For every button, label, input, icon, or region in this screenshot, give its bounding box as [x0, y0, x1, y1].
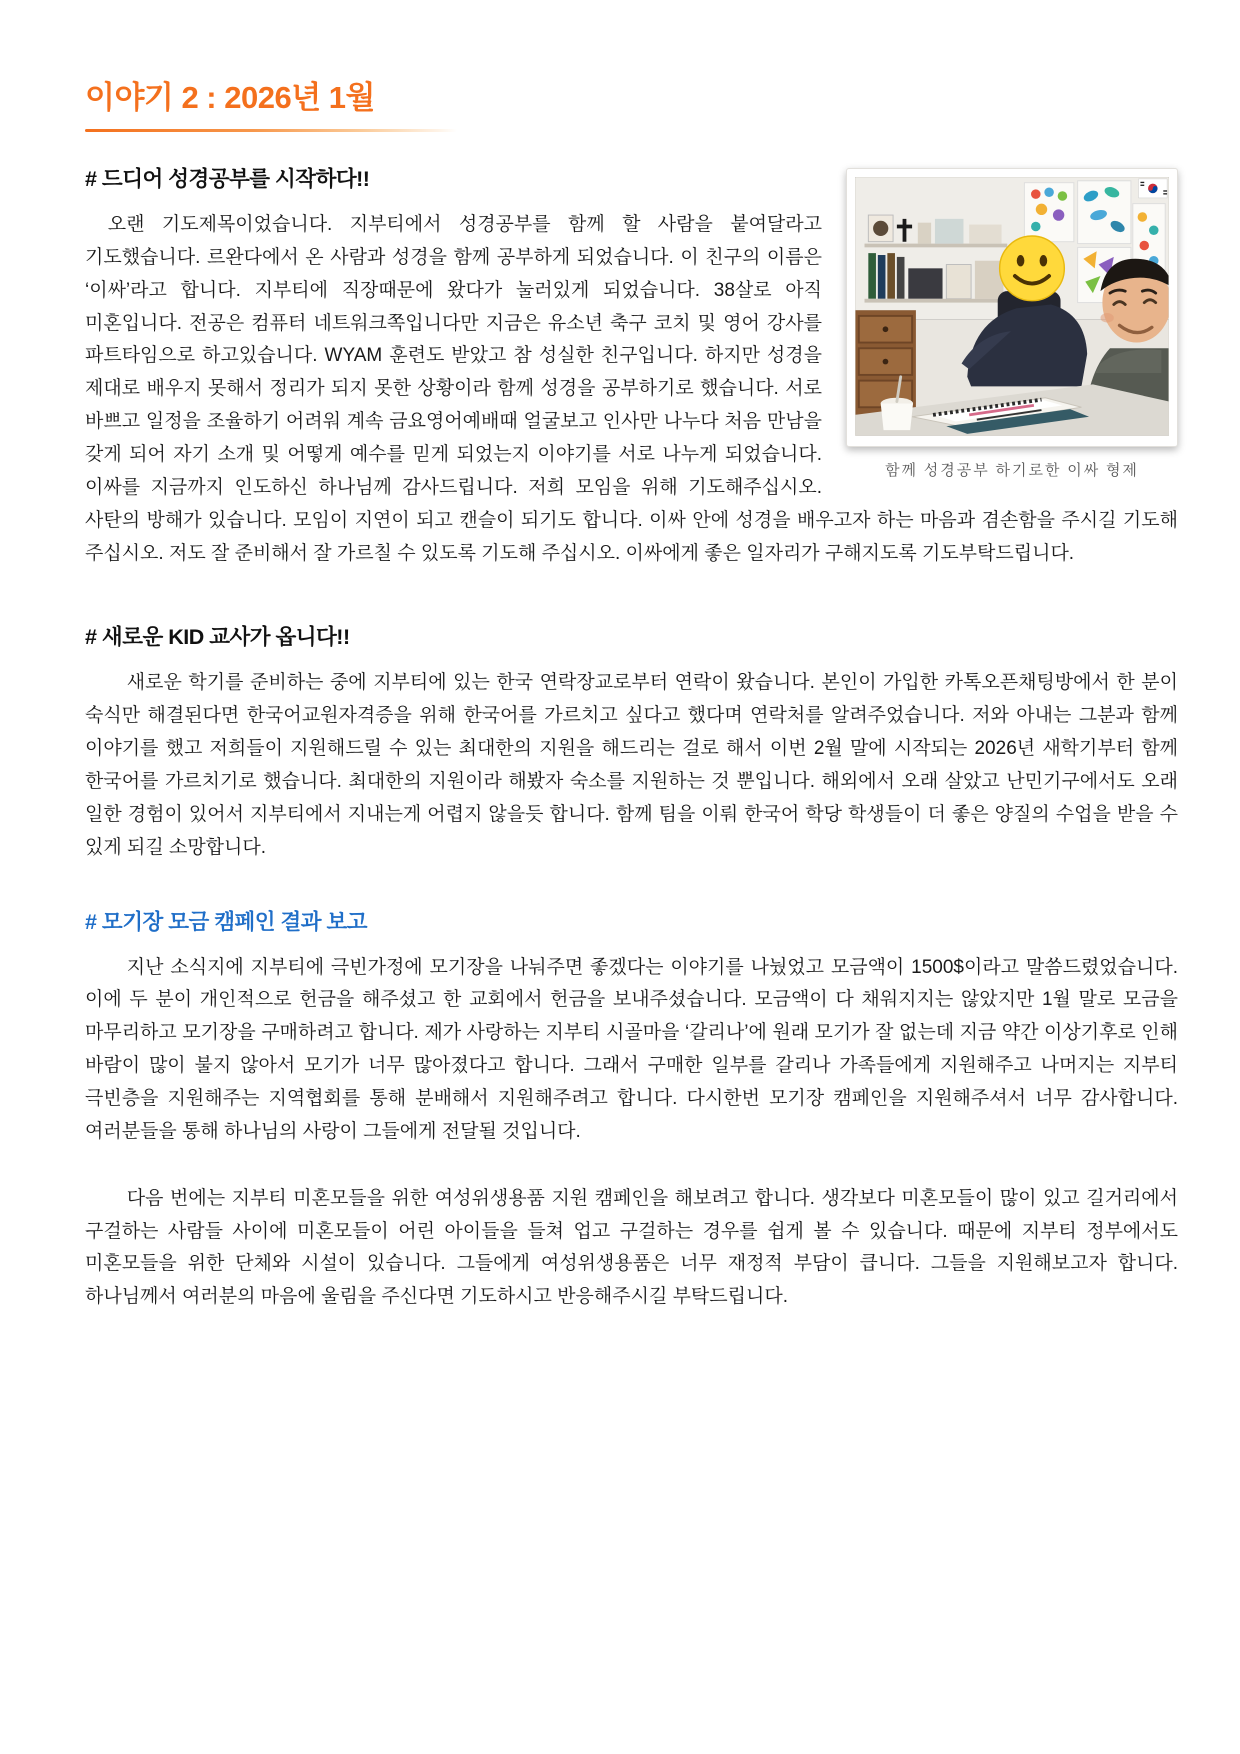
- paragraph-bible-study: 오랜 기도제목이었습니다. 지부티에서 성경공부를 함께 할 사람을 붙여달라고 기도했습니다. 르완다에서 온 사람과 성경을 함께 공부하게 되었습니다. 이 친구의 이름은 ‘이싸’라고 합니다. 지부티에 직장때문에 왔다가 눌러있게 되었습니다. 38살로 아직 미혼입니다. 전공은 컴퓨터 네트워크쪽입니다만 지금은 유소년 축구 코치 및 영어 강사를 파트타임으로 하고있습니다. WYAM 훈련도 받았고 참 성실한 친구입니다. 하지만 성경을 제대로 배우지 못해서 정리가 되지 못한 상황이라 함께 성경을 공부하기로 했습니다. 서로 바쁘고 일정을 조율하기 어려워 계속 금요영어예배때 얼굴보고 인사만 나누다 처음 만남을 갖게 되어 자기 소개 및 어떻게 예수를 믿게 되었는지 이야기를 서로 나누게 되었습니다. 이싸를 지금까지 인도하신 하나님께 감사드립니다. 저희 모임을 위해 기도해주십시오. 사탄의 방해가 있습니다. 모임이 지연이 되고 캔슬이 되기도 합니다. 이싸 안에 성경을 배우고자 하는 마음과 겸손함을 주시길 기도해 주십시오. 저도 잘 준비해서 잘 가르칠 수 있도록 기도해 주십시오. 이싸에게 좋은 일자리가 구해지도록 기도부탁드립니다.: [85, 214, 1178, 564]
- section-heading-new-kid-teacher: # 새로운 KID 교사가 옵니다!!: [85, 625, 350, 650]
- photo-image: [855, 177, 1169, 436]
- section-mosquito-net-campaign: [85, 905, 1178, 1315]
- section-heading-bible-study: # 드디어 성경공부를 시작하다!!: [85, 167, 370, 191]
- korean-flag-icon: [1139, 179, 1168, 198]
- paragraph-new-kid-teacher: 새로운 학기를 준비하는 중에 지부티에 있는 한국 연락장교로부터 연락이 왔습니다. 본인이 가입한 카톡오픈채팅방에서 한 분이 숙식만 해결된다면 한국어교원자격증을 위해 한국어를 가르치고 싶다고 했다며 연락처를 알려주었습니다. 저와 아내는 그분과 함께 이야기를 했고 저희들이 지원해드릴 수 있는 최대한의 지원을 해드리는 걸로 해서 이번 2월 말에 시작되는 2026년 새학기부터 함께 한국어를 가르치기로 했습니다. 최대한의 지원이라 해봤자 숙소를 지원하는 것 뿐입니다. 해외에서 오래 살았고 난민기구에서도 오래 일한 경험이 있어서 지부티에서 지내는게 어렵지 않을듯 합니다. 함께 팀을 이뤄 한국어 학당 학생들이 더 좋은 양질의 수업을 받을 수 있게 되길 소망합니다.: [85, 672, 1178, 858]
- page-title: 이야기 2 : 2026년 1월: [85, 80, 375, 115]
- paragraph-next-campaign: 다음 번에는 지부티 미혼모들을 위한 여성위생용품 지원 캠페인을 해보려고 합니다. 생각보다 미혼모들이 많이 있고 길거리에서 구걸하는 사람들 사이에 미혼모들이 어린 아이들을 들쳐 업고 구걸하는 경우를 쉽게 볼 수 있습니다. 때문에 지부티 정부에서도 미혼모들을 위한 단체와 시설이 있습니다. 그들에게 여성위생용품은 너무 재정적 부담이 큽니다. 그들을 지원해보고자 합니다. 하나님께서 여러분의 마음에 울림을 주신다면 기도하시고 반응해주시길 부탁드립니다.: [85, 1187, 1178, 1308]
- bookshelf: [865, 215, 1008, 303]
- photo-frame: [846, 168, 1178, 447]
- section-new-kid-teacher: [85, 620, 1178, 864]
- section-bible-study: [85, 162, 1178, 580]
- bible-study-photo-figure: [846, 168, 1178, 480]
- paragraph-campaign-result: 지난 소식지에 지부티에 극빈가정에 모기장을 나눠주면 좋겠다는 이야기를 나눴었고 모금액이 1500$이라고 말씀드렸었습니다. 이에 두 분이 개인적으로 헌금을 해주셨고 한 교회에서 헌금을 보내주셨습니다. 모금액이 다 채워지지는 않았지만 1월 말로 모금을 마무리하고 모기장을 구매하려고 합니다. 제가 사랑하는 지부티 시골마을 ‘갈리나’에 원래 모기가 잘 없는데 지금 약간 이상기후로 인해 바람이 많이 불지 않아서 모기가 너무 많아졌다고 합니다. 그래서 구매한 일부를 갈리나 가족들에게 지원해주고 나머지는 지부티 극빈층을 지원해주는 지역협회를 통해 분배해서 지원해주려고 합니다. 다시한번 모기장 캠페인을 지원해주셔서 너무 감사합니다. 여러분들을 통해 하나님의 사랑이 그들에게 전달될 것입니다.: [85, 956, 1178, 1142]
- section-heading-mosquito-net-campaign: # 모기장 모금 캠페인 결과 보고: [85, 909, 368, 934]
- title-underline-divider: [85, 129, 457, 132]
- smiley-face-icon: [1000, 236, 1065, 301]
- photo-caption: 함께 성경공부 하기로한 이싸 형제: [885, 462, 1139, 479]
